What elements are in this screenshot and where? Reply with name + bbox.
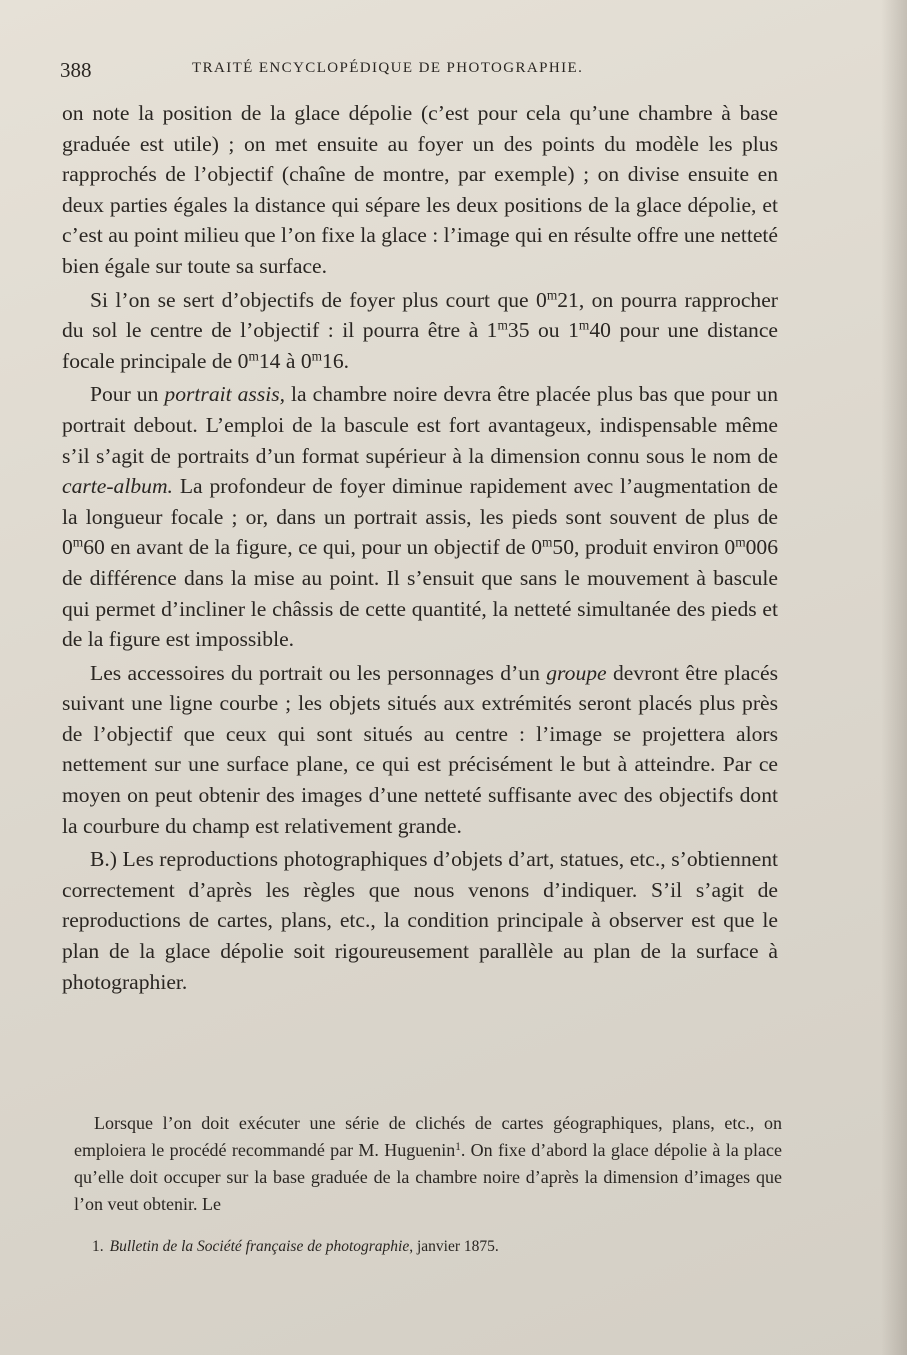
page-header <box>60 58 780 88</box>
paragraph-2: Si l’on se sert d’objectifs de foyer plus court que 0$^m$21, on pourra rapprocher du sol le centre de l’objectif : il pourra être à 1$^m$35 ou 1$^m$40 pour une distance focale principale de 0$^m$14 à 0$^m$16. <box>62 287 778 373</box>
italic-term: carte-album. <box>62 474 173 499</box>
small-print-paragraph: Lorsque l’on doit exécuter une série de clichés de cartes géographiques, plans, etc., on emploiera le procédé recommandé par M. Huguenin$^1$. On fixe d’abord la glace dépolie à la place qu’elle doit occuper sur la base graduée de la chambre noire d’après la dimension d’images que l’on veut obtenir. Le <box>74 1113 782 1214</box>
italic-term: groupe <box>546 660 607 685</box>
footnote-title: Bulletin de la Société française de photographie <box>109 1238 410 1255</box>
italic-term: portrait assis, <box>164 382 286 407</box>
main-text <box>62 98 778 1000</box>
footnote-reference: 1 <box>455 1140 461 1153</box>
paragraph-4: Les accessoires du portrait ou les personnages d’un groupe devront être placés suivant une ligne courbe ; les objets situés aux extrémités seront placés plus près de l’objectif que ceux qui sont situés au centre : l’image se projettera alors nettement sur une surface plane, ce qui est précisément le but à atteindre. Par ce moyen on peut obtenir des images d’une netteté suffisante avec des objectifs dont la courbure du champ est relativement grande. <box>62 660 778 838</box>
paragraph-1: on note la position de la glace dépolie (c’est pour cela qu’une chambre à base graduée est utile) ; on met ensuite au foyer un des points du modèle les plus rapprochés de l’objectif (chaîne de montre, par exemple) ; on divise ensuite en deux parties égales la distance qui sépare les deux positions de la glace dépolie, et c’est au point milieu que l’on fixe la glace : l’image qui en résulte offre une netteté bien égale sur toute sa surface. <box>62 101 778 278</box>
page-number: 388 <box>60 58 92 82</box>
footnote-number: 1. <box>92 1238 104 1255</box>
page-edge-shadow <box>881 0 907 1355</box>
paragraph-5: B.) Les reproductions photographiques d’objets d’art, statues, etc., s’obtiennent correctement d’après les règles que nous venons d’indiquer. S’il s’agit de reproductions de cartes, plans, etc., la condition principale à observer est que le plan de la glace dépolie soit rigoureusement parallèle au plan de la surface à photographier. <box>62 847 778 994</box>
footnote: 1. Bulletin de la Société française de photographie, janvier 1875. <box>92 1238 499 1255</box>
paragraph-3: Pour un portrait assis, la chambre noire devra être placée plus bas que pour un portrait debout. L’emploi de la bascule est fort avantageux, indispensable même s’il s’agit de portraits d’un format supérieur à la dimension connu sous le nom de carte-album. La profondeur de foyer diminue rapidement avec l’augmentation de la longueur focale ; or, dans un portrait assis, les pieds sont souvent de plus de 0$^m$60 en avant de la figure, ce qui, pour un objectif de 0$^m$50, produit environ 0$^m$006 de différence dans la mise au point. Il s’ensuit que sans le mouvement à bascule qui permet d’incliner le châssis de cette quantité, la netteté simultanée des pieds et de la figure est impossible. <box>62 382 779 652</box>
running-title: TRAITÉ ENCYCLOPÉDIQUE DE PHOTOGRAPHIE. <box>192 60 584 76</box>
